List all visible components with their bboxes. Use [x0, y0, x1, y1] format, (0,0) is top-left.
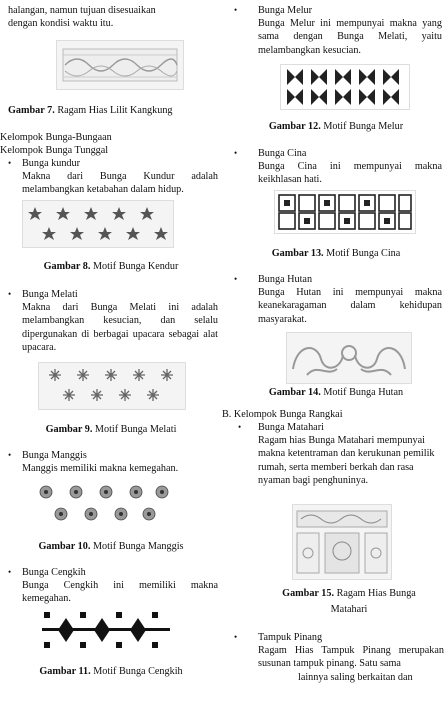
caption-text: Motif Bunga Cengkih	[90, 666, 183, 677]
bullet: •	[234, 5, 238, 15]
caption-text: Motif Bunga Cina	[323, 248, 401, 259]
figure-9-image	[38, 362, 186, 410]
caption-label: Gambar 12.	[268, 121, 321, 132]
item-title: Bunga Matahari	[258, 422, 324, 433]
figure-14-image	[286, 332, 412, 384]
figure-8-image	[22, 200, 174, 248]
item-body: lainnya saling berkaitan dan	[298, 671, 413, 683]
heading-bunga-rangkai: B. Kelompok Bunga Rangkai	[222, 409, 343, 420]
heading-bunga-bungaan: Kelompok Bunga-Bungaan	[0, 132, 112, 143]
lilit-kangkung-pattern	[57, 41, 183, 89]
figure-8-caption	[0, 260, 222, 273]
caption-label: Gambar 15.	[282, 588, 335, 599]
bunga-melur-pattern	[281, 65, 409, 109]
melur-item	[258, 4, 442, 57]
figure-15-caption	[264, 586, 434, 618]
figure-11-caption	[0, 665, 222, 678]
caption-text: Motif Bunga Melati	[92, 424, 177, 435]
caption-text: Ragam Hias Bunga	[334, 588, 416, 599]
item-title: Bunga Melati	[22, 289, 78, 300]
bullet: •	[8, 158, 12, 168]
caption-label: Gambar 10.	[38, 541, 91, 552]
matahari-item	[258, 421, 442, 487]
item-body: Ragam hias Bunga Matahari mempunyai makna ketentraman dan kerukunan pemilik rumah, serta memberi berkah dan rasa nyaman bagi penghuninya.	[258, 435, 435, 486]
item-body: Bunga Cina ini mempunyai makna keikhlasan hati.	[258, 161, 442, 186]
figure-13-caption	[224, 247, 448, 260]
intro-line: halangan, namun tujuan disesuaikan	[8, 5, 156, 16]
figure-7-caption	[2, 104, 208, 117]
bunga-matahari-pattern	[293, 505, 391, 579]
figure-14-caption	[224, 386, 448, 399]
item-title: Bunga Cina	[258, 148, 307, 159]
figure-11-image	[40, 608, 172, 652]
bullet: •	[238, 422, 242, 432]
bullet: •	[234, 148, 238, 158]
caption-text: Motif Bunga Kendur	[90, 261, 179, 272]
cengkih-item	[22, 566, 218, 606]
item-title: Bunga Cengkih	[22, 567, 86, 578]
figure-15-image	[292, 504, 392, 580]
caption-label: Gambar 8.	[43, 261, 91, 272]
manggis-item	[22, 449, 218, 475]
tampuk-pinang-item	[258, 631, 444, 684]
bunga-manggis-pattern	[36, 480, 170, 528]
melati-item	[22, 288, 218, 354]
figure-12-image	[280, 64, 410, 110]
item-title: Tampuk Pinang	[258, 632, 323, 643]
figure-9-caption	[0, 423, 222, 436]
item-body: Makna dari Bunga Melati ini adalah melambangkan kesucian, dan selalu dipergunakan di berbagai upacara sebagai alat upacara.	[22, 302, 218, 353]
caption-text: Matahari	[330, 604, 368, 615]
figure-10-image	[36, 480, 170, 528]
bullet: •	[8, 567, 12, 577]
bunga-kendur-pattern	[23, 201, 173, 247]
cina-item	[258, 147, 442, 187]
item-body: Manggis memiliki makna kemegahan.	[22, 463, 179, 475]
caption-label: Gambar 13.	[271, 248, 324, 259]
bunga-cina-pattern	[275, 191, 415, 233]
figure-12-caption	[224, 120, 448, 133]
intro-paragraph	[8, 4, 208, 30]
item-body: Bunga Melur ini mempunyai makna yang sama dengan Bunga Melati, yaitu melambangkan kesucian.	[258, 18, 442, 56]
caption-text: Ragam Hias Lilit Kangkung	[54, 105, 173, 116]
hutan-item	[258, 273, 442, 326]
caption-label: Gambar 9.	[45, 424, 93, 435]
figure-7-image	[56, 40, 184, 90]
item-body: Makna dari Bunga Kundur adalah melambangkan ketabahan dalam hidup.	[22, 171, 218, 196]
figure-10-caption	[0, 540, 222, 553]
bunga-hutan-pattern	[287, 333, 411, 383]
item-title: Bunga Manggis	[22, 450, 87, 461]
bunga-melati-pattern	[39, 363, 185, 409]
caption-text: Motif Bunga Hutan	[320, 387, 404, 398]
caption-label: Gambar 14.	[268, 387, 321, 398]
caption-text: Motif Bunga Manggis	[90, 541, 184, 552]
item-body: Ragam Hias Tampuk Pinang merupakan susunan tampuk pinang. Satu sama	[258, 645, 444, 670]
heading-bunga-tunggal: Kelompok Bunga Tunggal	[0, 145, 109, 156]
intro-line: dengan kondisi waktu itu.	[8, 18, 114, 30]
bunga-cengkih-pattern	[40, 608, 172, 652]
bullet: •	[234, 632, 238, 642]
figure-13-image	[274, 190, 416, 234]
bullet: •	[8, 450, 12, 460]
item-title: Bunga kundur	[22, 158, 81, 169]
item-title: Bunga Hutan	[258, 274, 313, 285]
bullet: •	[234, 274, 238, 284]
item-body: Bunga Hutan ini mempunyai makna keanekaragaman dalam kehidupan masyarakat.	[258, 287, 442, 325]
bullet: •	[8, 289, 12, 299]
caption-label: Gambar 11.	[39, 666, 91, 677]
caption-label: Gambar 7.	[8, 105, 55, 116]
caption-text: Motif Bunga Melur	[320, 121, 404, 132]
kundur-item	[22, 157, 218, 197]
item-title: Bunga Melur	[258, 5, 313, 16]
item-body: Bunga Cengkih ini memiliki makna kemegahan.	[22, 580, 218, 605]
